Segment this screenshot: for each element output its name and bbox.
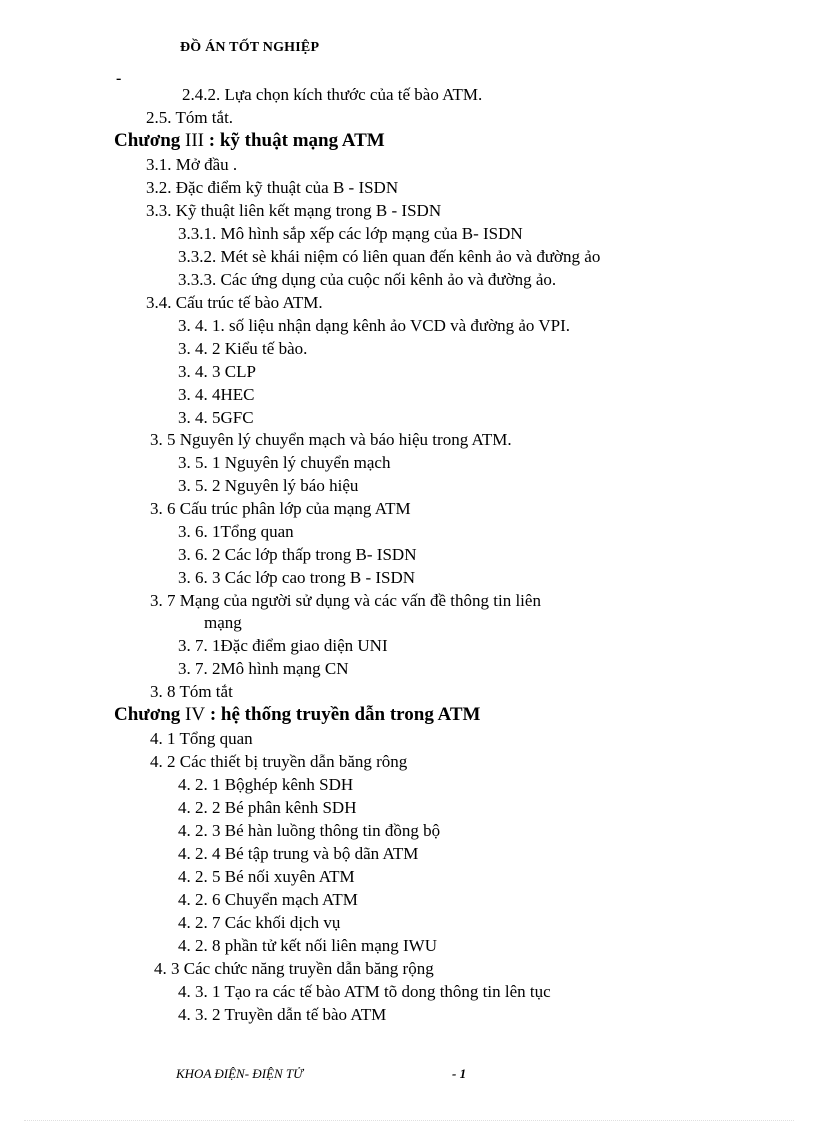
toc-entry: 3.4. Cấu trúc tế bào ATM. — [146, 293, 323, 312]
toc-entry: 3.3.3. Các ứng dụng của cuộc nối kênh ảo và đường ảo. — [178, 270, 557, 289]
toc-entry: 3.3.1. Mô hình sắp xếp các lớp mạng của B- ISDN — [178, 224, 523, 243]
chapter-title: : kỹ thuật mạng ATM — [208, 130, 385, 151]
toc-entry: 4. 2. 3 Bé hàn luồng thông tin đồng bộ — [178, 821, 441, 840]
chapter-number: IV — [185, 704, 206, 725]
page-header-title: ĐỒ ÁN TỐT NGHIỆP — [180, 40, 320, 55]
toc-entry: 3. 4. 1. số liệu nhận dạng kênh ảo VCD và đường ảo VPI. — [178, 316, 571, 335]
toc-entry: 2.5. Tóm tắt. — [146, 108, 234, 127]
chapter-heading-4 — [114, 704, 480, 726]
toc-entry: 3. 6. 1Tổng quan — [178, 522, 294, 541]
stray-dash: - — [116, 70, 122, 87]
toc-entry: 4. 2. 5 Bé nối xuyên ATM — [178, 867, 355, 886]
toc-entry: 4. 2 Các thiết bị truyền dẫn băng rông — [150, 752, 408, 771]
toc-entry: 3. 7. 2Mô hình mạng CN — [178, 659, 349, 678]
toc-entry: 3. 5. 1 Nguyên lý chuyển mạch — [178, 453, 391, 472]
chapter-title: : hệ thống truyền dẫn trong ATM — [209, 704, 481, 725]
toc-entry: 2.4.2. Lựa chọn kích thước của tế bào ATM. — [182, 85, 483, 104]
toc-entry: 4. 3 Các chức năng truyền dẫn băng rộng — [154, 959, 434, 978]
toc-entry: 4. 2. 2 Bé phân kênh SDH — [178, 798, 357, 817]
toc-entry: 3. 4. 3 CLP — [178, 362, 256, 381]
toc-entry: 3.3.2. Mét sè khái niệm có liên quan đến kênh ảo và đường ảo — [178, 247, 601, 266]
chapter-word: Chương — [114, 704, 181, 725]
toc-entry: 3. 6 Cấu trúc phân lớp của mạng ATM — [150, 499, 411, 518]
toc-entry: 3. 5. 2 Nguyên lý báo hiệu — [178, 476, 359, 495]
toc-entry: 4. 2. 7 Các khối dịch vụ — [178, 913, 341, 932]
footer-page-number: - 1 — [452, 1066, 467, 1081]
toc-entry: 4. 3. 2 Truyền dẫn tế bào ATM — [178, 1005, 387, 1024]
toc-entry: 4. 3. 1 Tạo ra các tế bào ATM tõ dong thông tin lên tục — [178, 982, 551, 1001]
toc-entry: 4. 1 Tổng quan — [150, 729, 253, 748]
toc-entry: 4. 2. 4 Bé tập trung và bộ dãn ATM — [178, 844, 419, 863]
toc-entry: 3. 6. 3 Các lớp cao trong B - ISDN — [178, 568, 416, 587]
toc-entry: 3.3. Kỹ thuật liên kết mạng trong B - ISDN — [146, 201, 442, 220]
toc-entry-continued: mạng — [204, 613, 242, 632]
chapter-heading-3 — [114, 130, 385, 152]
toc-entry: 3. 6. 2 Các lớp thấp trong B- ISDN — [178, 545, 417, 564]
toc-entry: 4. 2. 1 Bộghép kênh SDH — [178, 775, 354, 794]
chapter-word: Chương — [114, 130, 181, 151]
toc-entry: 3.2. Đặc điểm kỹ thuật của B - ISDN — [146, 178, 399, 197]
chapter-number: III — [185, 130, 205, 151]
toc-entry: 3. 4. 5GFC — [178, 408, 254, 427]
toc-entry: 3. 5 Nguyên lý chuyển mạch và báo hiệu trong ATM. — [150, 430, 512, 449]
toc-entry: 3. 8 Tóm tắt — [150, 682, 233, 701]
footer-department: KHOA ĐIỆN- ĐIỆN TỬ — [176, 1066, 303, 1081]
toc-entry: 4. 2. 8 phần tử kết nối liên mạng IWU — [178, 936, 437, 955]
toc-entry: 4. 2. 6 Chuyển mạch ATM — [178, 890, 358, 909]
toc-entry: 3.1. Mở đầu . — [146, 155, 238, 174]
bottom-divider — [24, 1120, 794, 1121]
toc-entry: 3. 7 Mạng của người sử dụng và các vấn đề thông tin liên — [150, 591, 541, 610]
toc-entry: 3. 4. 4HEC — [178, 385, 255, 404]
toc-entry: 3. 4. 2 Kiểu tế bào. — [178, 339, 308, 358]
toc-entry: 3. 7. 1Đặc điểm giao diện UNI — [178, 636, 388, 655]
